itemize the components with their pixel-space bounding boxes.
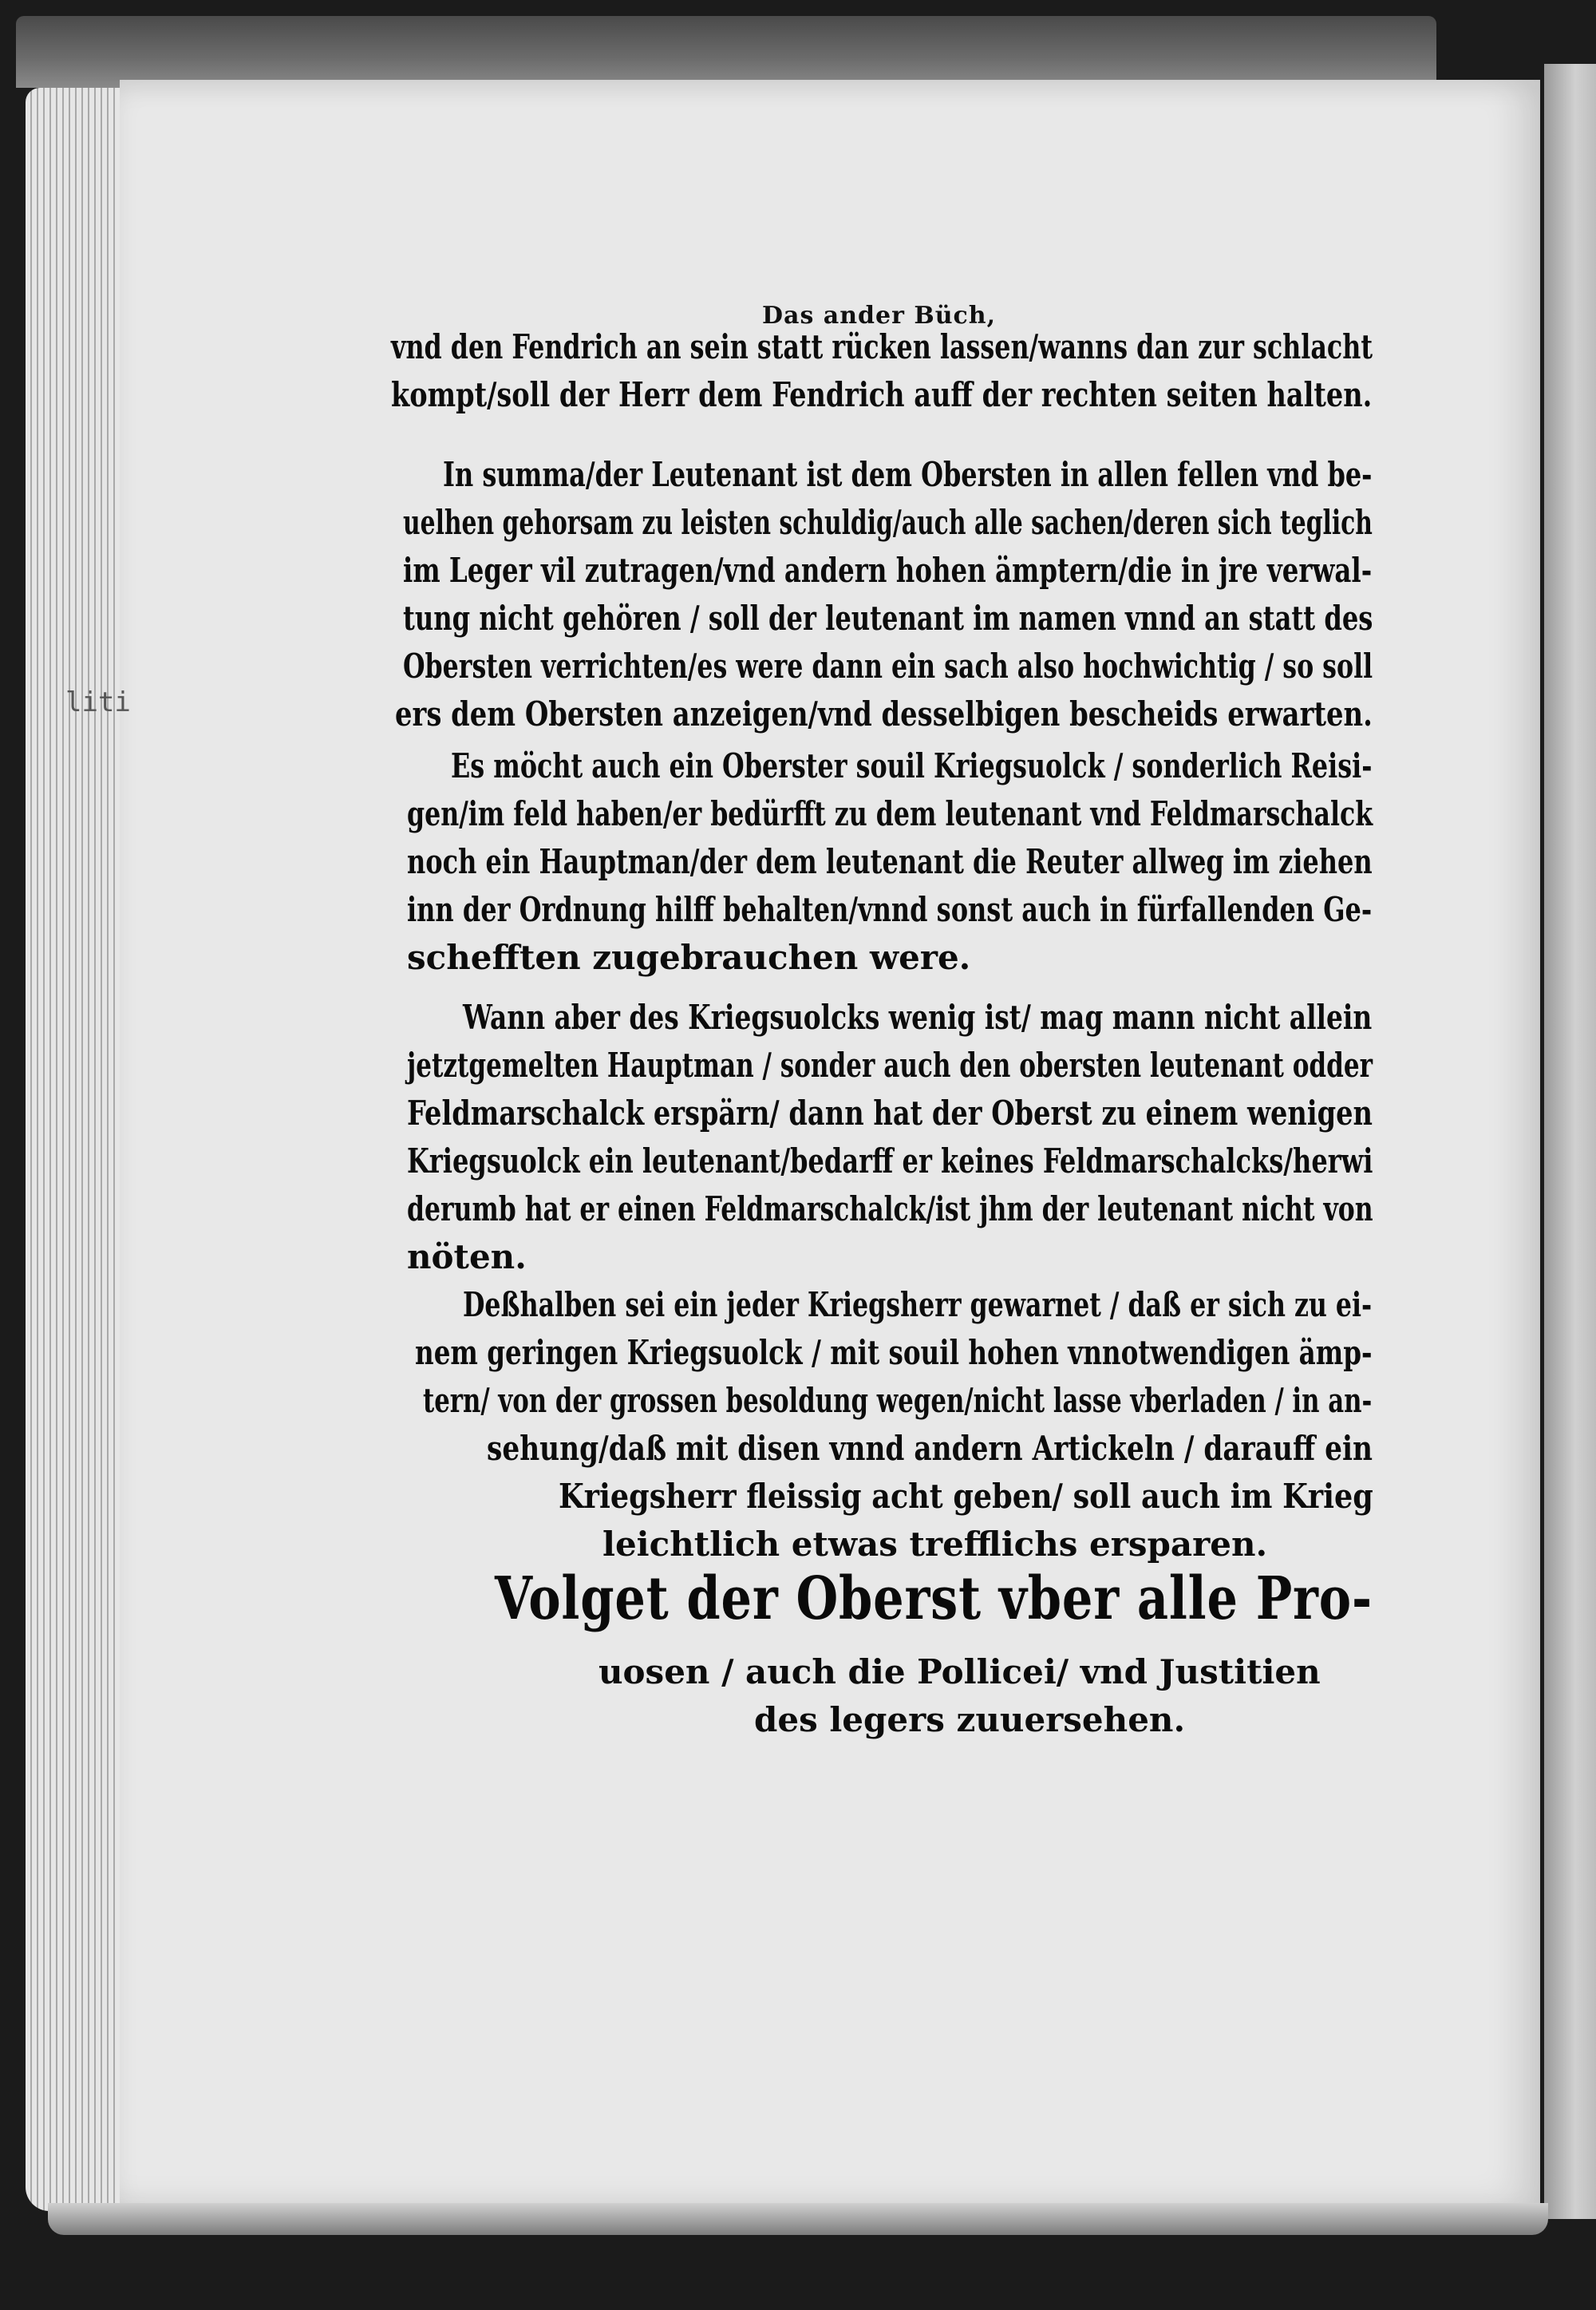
text-line: gen/im feld haben/er bedürfft zu dem leutenant vnd Feldmarschalck xyxy=(407,794,1373,833)
text-line: tern/ von der grossen besoldung wegen/nicht lasse vberladen / in an- xyxy=(423,1381,1373,1420)
text-line: noch ein Hauptman/der dem leutenant die Reuter allweg im ziehen xyxy=(407,842,1373,881)
text-line: tung nicht gehören / soll der leutenant im namen vnnd an statt des xyxy=(403,599,1373,638)
section-heading: Volget der Oberst vber alle Pro- xyxy=(495,1564,1373,1633)
text-line: schefften zugebrauchen were. xyxy=(407,938,971,977)
section-subheading-line: des legers zuuersehen. xyxy=(754,1700,1186,1739)
facing-page-edge xyxy=(1544,64,1596,2219)
section-subheading-line: uosen / auch die Pollicei/ vnd Justitien xyxy=(598,1652,1321,1691)
text-line: Es möcht auch ein Oberster souil Kriegsuolck / sonderlich Reisi- xyxy=(451,746,1373,785)
text-line: nem geringen Kriegsuolck / mit souil hohen vnnotwendigen ämp- xyxy=(415,1333,1373,1372)
text-line: im Leger vil zutragen/vnd andern hohen ämptern/die in jre verwal- xyxy=(403,551,1373,590)
text-line: sehung/daß mit disen vnnd andern Artickeln / darauff ein xyxy=(487,1429,1373,1468)
text-line: Wann aber des Kriegsuolcks wenig ist/ mag mann nicht allein xyxy=(463,998,1373,1037)
page-stack-edges xyxy=(26,88,129,2211)
text-line: leichtlich etwas trefflichs ersparen. xyxy=(602,1525,1268,1564)
book-bottom-edge xyxy=(48,2203,1548,2235)
text-line: vnd den Fendrich an sein statt rücken lassen/wanns dan zur schlacht xyxy=(391,327,1373,366)
text-line: Obersten verrichten/es were dann ein sach also hochwichtig / so soll xyxy=(403,647,1373,686)
text-line: ers dem Obersten anzeigen/vnd desselbigen bescheids erwarten. xyxy=(395,694,1373,734)
text-line: In summa/der Leutenant ist dem Obersten in allen fellen vnd be- xyxy=(443,455,1373,494)
text-line: inn der Ordnung hilff behalten/vnnd sonst auch in fürfallenden Ge- xyxy=(407,890,1373,929)
text-line: Feldmarschalck erspärn/ dann hat der Oberst zu einem wenigen xyxy=(407,1094,1373,1133)
text-line: kompt/soll der Herr dem Fendrich auff der rechten seiten halten. xyxy=(391,375,1373,414)
text-line: Deßhalben sei ein jeder Kriegsherr gewarnet / daß er sich zu ei- xyxy=(463,1285,1373,1324)
text-line: derumb hat er einen Feldmarschalck/ist jhm der leutenant nicht von xyxy=(407,1189,1373,1228)
book-top-edge xyxy=(16,16,1436,88)
margin-mark: liti xyxy=(65,686,131,718)
text-line: uelhen gehorsam zu leisten schuldig/auch alle sachen/deren sich teglich xyxy=(403,503,1373,542)
text-line: nöten. xyxy=(407,1237,527,1276)
text-line: Kriegsuolck ein leutenant/bedarff er keines Feldmarschalcks/herwi xyxy=(407,1141,1373,1181)
running-head: Das ander Büch, xyxy=(762,302,997,330)
text-line: Kriegsherr fleissig acht geben/ soll auch im Krieg xyxy=(559,1477,1373,1516)
text-line: jetztgemelten Hauptman / sonder auch den obersten leutenant odder xyxy=(407,1046,1373,1085)
